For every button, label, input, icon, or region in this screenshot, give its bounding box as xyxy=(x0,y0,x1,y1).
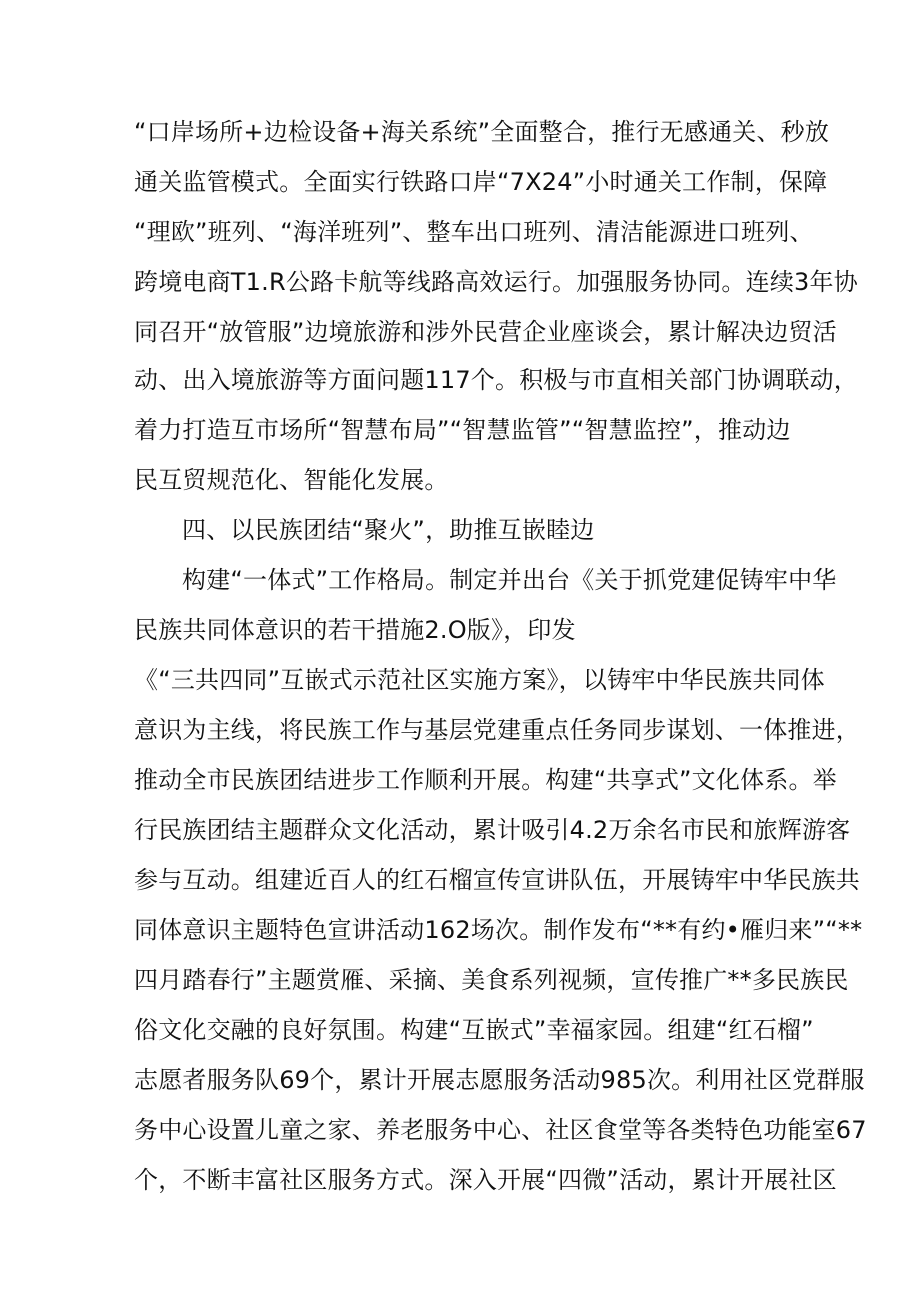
text-line: 民族共同体意识的若干措施2.O版》，印发 xyxy=(134,616,576,644)
text-line: 《“三共四同”互嵌式示范社区实施方案》，以铸牢中华民族共同体 xyxy=(134,666,825,694)
text-line: 个，不断丰富社区服务方式。深入开展“四微”活动，累计开展社区 xyxy=(134,1166,837,1194)
text-line: 动、出入境旅游等方面问题117个。积极与市直相关部门协调联动， xyxy=(134,366,859,394)
text-line: 俗文化交融的良好氛围。构建“互嵌式”幸福家园。组建“红石榴” xyxy=(134,1016,814,1044)
text-line: 跨境电商T1.R公路卡航等线路高效运行。加强服务协同。连续3年协 xyxy=(134,268,858,296)
text-line: 参与互动。组建近百人的红石榴宣传宣讲队伍，开展铸牢中华民族共 xyxy=(134,866,860,894)
text-line: “理欧”班列、“海洋班列”、整车出口班列、清洁能源进口班列、 xyxy=(134,218,814,246)
text-line: 通关监管模式。全面实行铁路口岸“7X24”小时通关工作制，保障 xyxy=(134,168,828,196)
text-line: 志愿者服务队69个，累计开展志愿服务活动985次。利用社区党群服 xyxy=(134,1066,865,1094)
text-line: 民互贸规范化、智能化发展。 xyxy=(134,466,449,494)
text-line: “口岸场所+边检设备+海关系统”全面整合，推行无感通关、秒放 xyxy=(134,118,830,146)
text-line: 推动全市民族团结进步工作顺利开展。构建“共享式”文化体系。举 xyxy=(134,766,837,794)
text-line: 着力打造互市场所“智慧布局”“智慧监管”“智慧监控”，推动边 xyxy=(134,416,791,444)
text-line: 构建“一体式”工作格局。制定并出台《关于抓党建促铸牢中华 xyxy=(182,566,837,594)
text-line: 同体意识主题特色宣讲活动162场次。制作发布“**有约•雁归来”“** xyxy=(134,916,863,944)
text-line: 意识为主线，将民族工作与基层党建重点任务同步谋划、一体推进， xyxy=(134,716,860,744)
text-line: 四月踏春行”主题赏雁、采摘、美食系列视频，宣传推广**多民族民 xyxy=(134,966,849,994)
text-line: 行民族团结主题群众文化活动，累计吸引4.2万余名市民和旅辉游客 xyxy=(134,816,851,844)
text-line: 同召开“放管服”边境旅游和涉外民营企业座谈会，累计解决边贸活 xyxy=(134,318,837,346)
text-line: 务中心设置儿童之家、养老服务中心、社区食堂等各类特色功能室67 xyxy=(134,1116,867,1144)
section-heading: 四、以民族团结“聚火”，助推互嵌睦边 xyxy=(182,516,595,544)
